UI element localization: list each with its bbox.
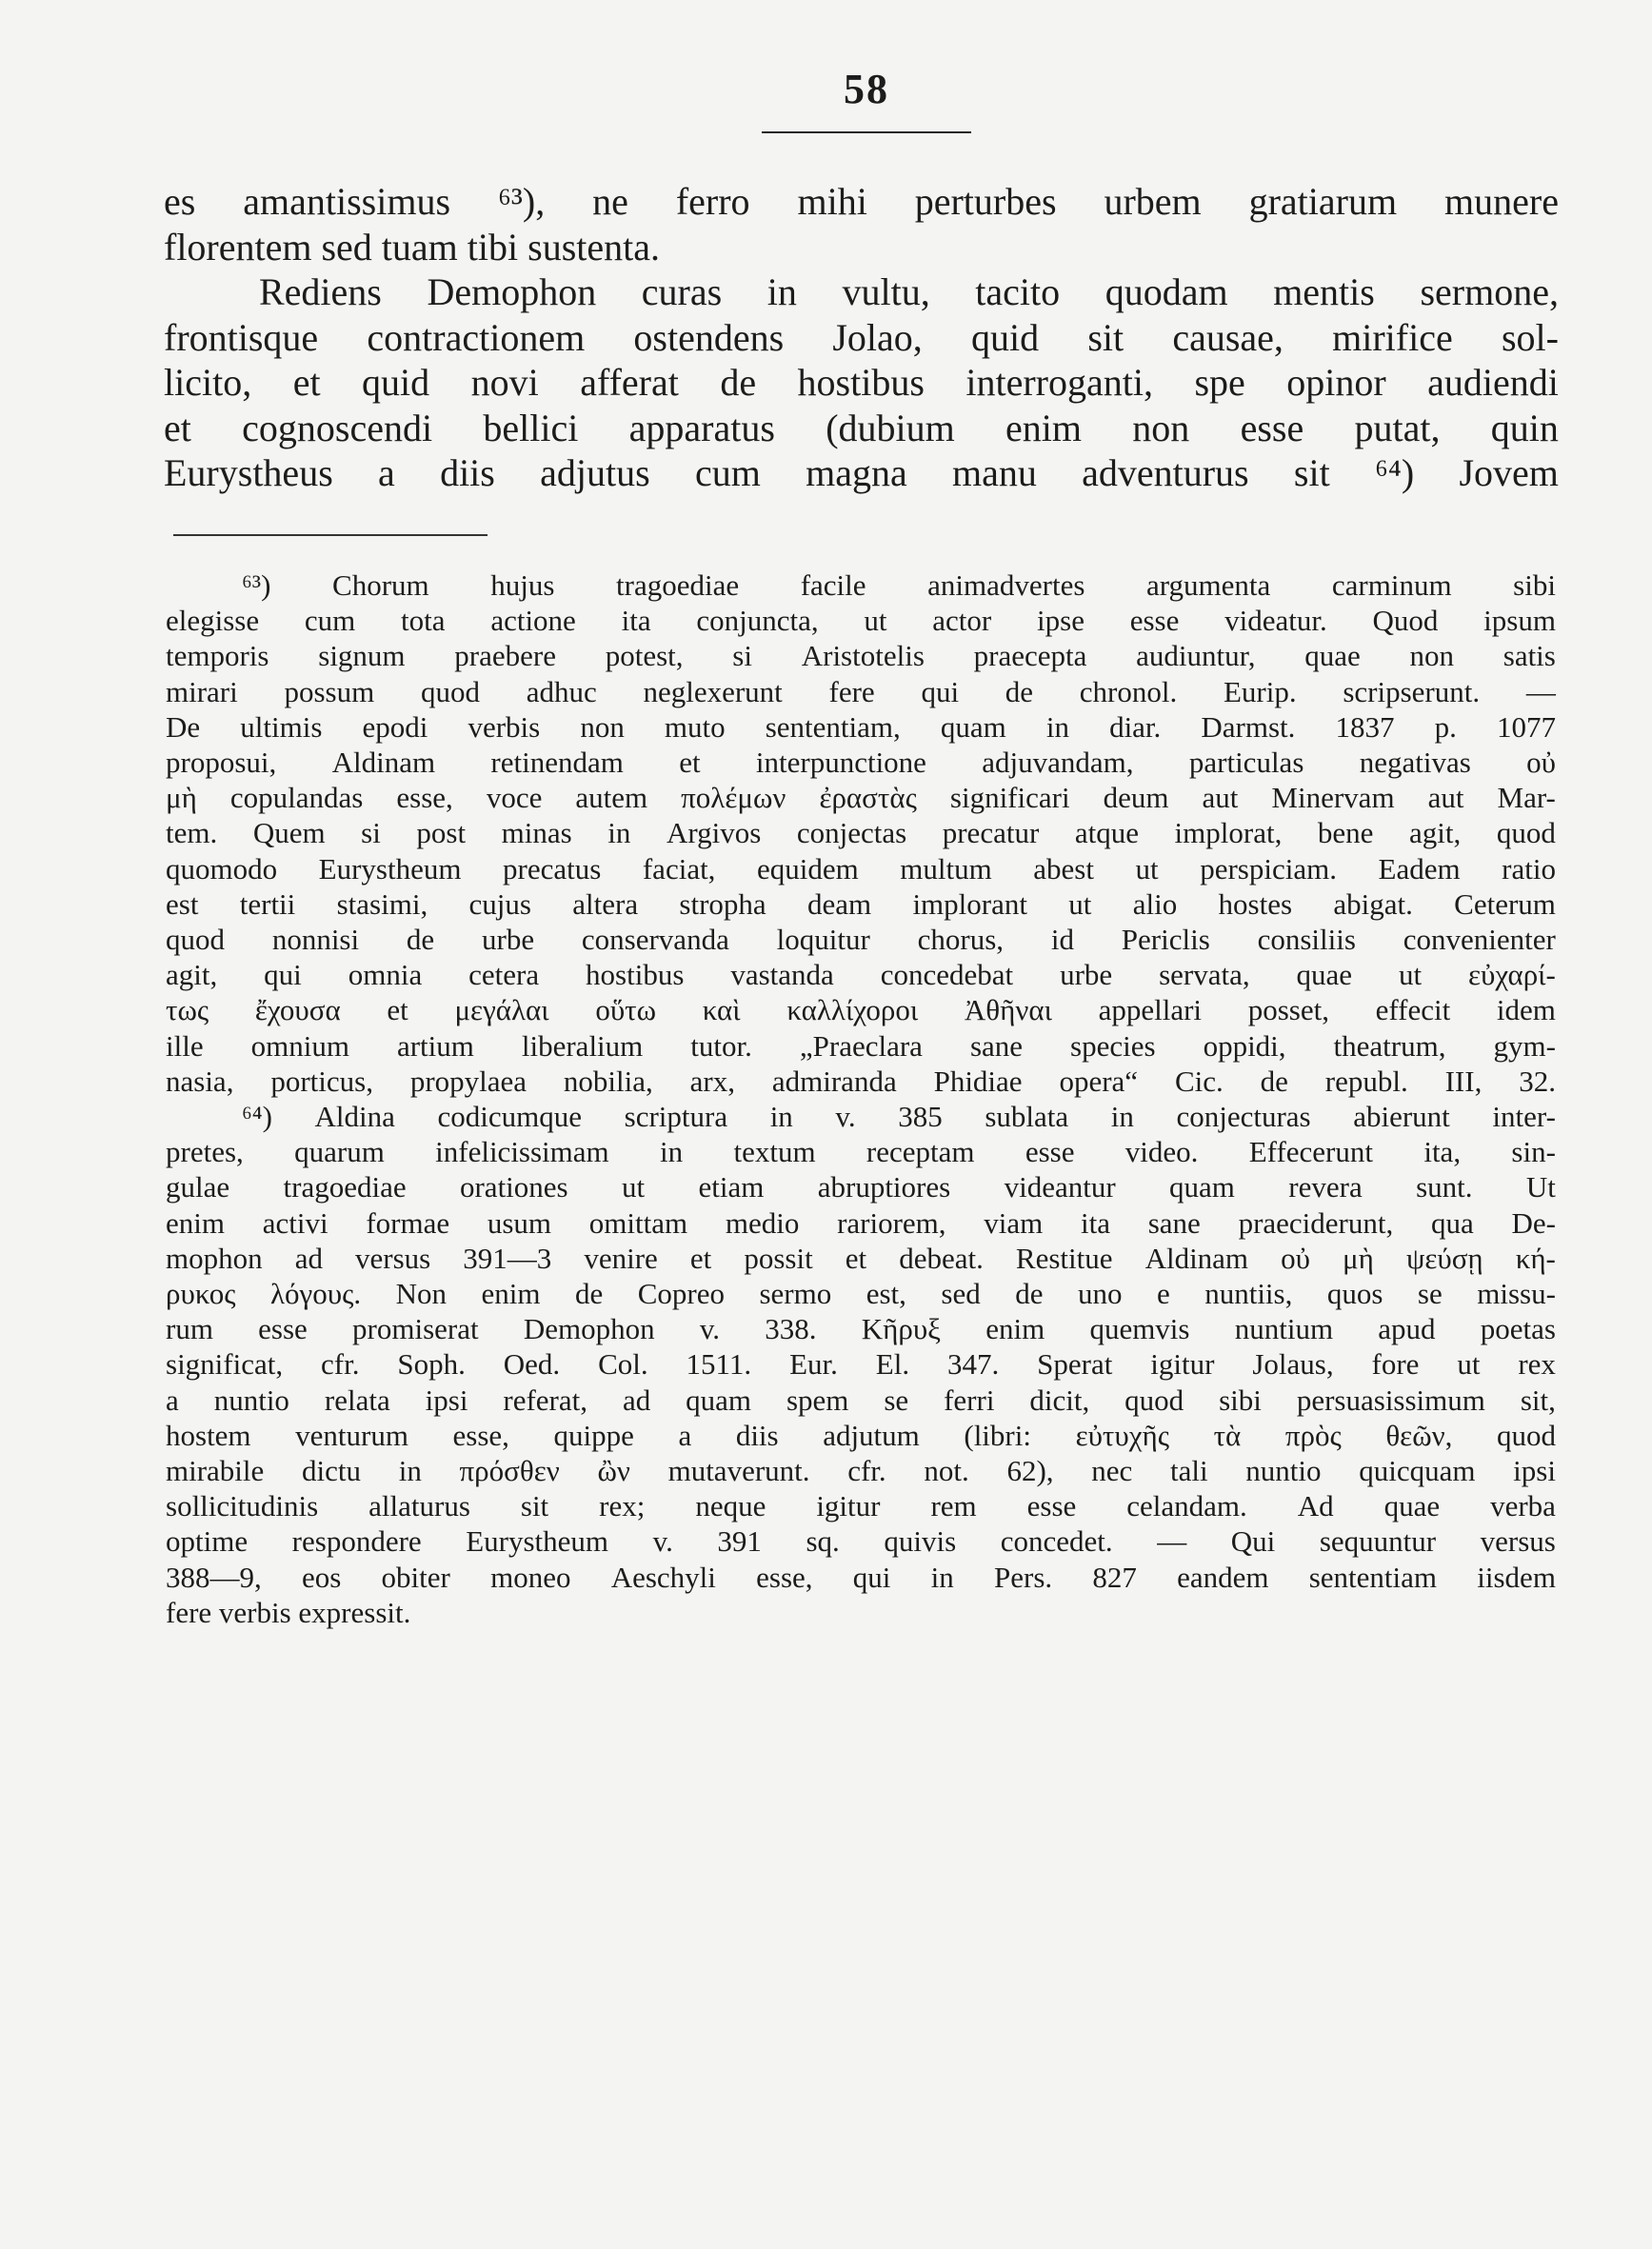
main-text-line: florentem sed tuam tibi sustenta. bbox=[164, 225, 660, 269]
main-text-line: frontisque contractionem ostendens Jolao, quid sit causae, mirifice sol- bbox=[164, 315, 1559, 359]
footnote-line: fere verbis expressit. bbox=[166, 1595, 411, 1629]
footnote-line: quod nonnisi de urbe conservanda loquitur chorus, id Periclis consiliis convenienter bbox=[166, 923, 1556, 957]
footnote-line: hostem venturum esse, quippe a diis adjutum (libri: εὐτυχῆς τὰ πρὸς θεῶν, quod bbox=[166, 1418, 1556, 1452]
footnotes bbox=[166, 567, 1556, 1630]
main-text-line: licito, et quid novi afferat de hostibus interroganti, spe opinor audiendi bbox=[164, 361, 1559, 404]
footnote-line: temporis signum praebere potest, si Aristotelis praecepta audiuntur, quae non satis bbox=[166, 639, 1556, 673]
main-text-line: Eurystheus a diis adjutus cum magna manu adventurus sit ⁶⁴) Jovem bbox=[164, 451, 1559, 494]
footnote-line: ⁶⁴) Aldina codicumque scriptura in v. 385 sublata in conjecturas abierunt inter- bbox=[242, 1100, 1556, 1134]
footnote-line: mirari possum quod adhuc neglexerunt fere qui de chronol. Eurip. scripserunt. — bbox=[166, 674, 1556, 708]
main-text-line: et cognoscendi bellici apparatus (dubium enim non esse putat, quin bbox=[164, 406, 1559, 449]
footnote-line: elegisse cum tota actione ita conjuncta, ut actor ipse esse videatur. Quod ipsum bbox=[166, 604, 1556, 638]
footnote-line: a nuntio relata ipsi referat, ad quam spem se ferri dicit, quod sibi persuasissimum sit, bbox=[166, 1383, 1556, 1417]
main-text-line: es amantissimus ⁶³), ne ferro mihi perturbes urbem gratiarum munere bbox=[164, 180, 1559, 223]
footnote-line: est tertii stasimi, cujus altera stropha deam implorant ut alio hostes abigat. Ceterum bbox=[166, 886, 1556, 921]
footnote-line: mophon ad versus 391—3 venire et possit et debeat. Restitue Aldinam οὐ μὴ ψεύσῃ κή- bbox=[166, 1241, 1556, 1275]
footnote-line: gulae tragoediae orationes ut etiam abruptiores videantur quam revera sunt. Ut bbox=[166, 1170, 1556, 1204]
footnote-line: De ultimis epodi verbis non muto sententiam, quam in diar. Darmst. 1837 p. 1077 bbox=[166, 709, 1556, 744]
footnote-line: mirabile dictu in πρόσθεν ὢν mutaverunt. cfr. not. 62), nec tali nuntio quicquam ipsi bbox=[166, 1454, 1556, 1488]
footnote-line: τως ἔχουσα et μεγάλαι οὕτω καὶ καλλίχοροι Ἀθῆναι appellari posset, effecit idem bbox=[166, 993, 1556, 1027]
footnote-line: optime respondere Eurystheum v. 391 sq. quivis concedet. — Qui sequuntur versus bbox=[166, 1524, 1556, 1559]
footnote-separator bbox=[173, 534, 488, 536]
footnote-line: sollicitudinis allaturus sit rex; neque igitur rem esse celandam. Ad quae verba bbox=[166, 1489, 1556, 1523]
footnote-line: 388—9, eos obiter moneo Aeschyli esse, qui in Pers. 827 eandem sententiam iisdem bbox=[166, 1560, 1556, 1594]
main-text-line: Rediens Demophon curas in vultu, tacito quodam mentis sermone, bbox=[259, 270, 1559, 313]
footnote-line: ⁶³) Chorum hujus tragoediae facile animadvertes argumenta carminum sibi bbox=[242, 568, 1556, 602]
footnote-line: pretes, quarum infelicissimam in textum receptam esse video. Effecerunt ita, sin- bbox=[166, 1135, 1556, 1169]
footnote-line: tem. Quem si post minas in Argivos conjectas precatur atque implorat, bene agit, quod bbox=[166, 816, 1556, 850]
footnote-line: quomodo Eurystheum precatus faciat, equidem multum abest ut perspiciam. Eadem ratio bbox=[166, 851, 1556, 886]
footnote-line: agit, qui omnia cetera hostibus vastanda concedebat urbe servata, quae ut εὐχαρί- bbox=[166, 958, 1556, 992]
footnote-line: proposui, Aldinam retinendam et interpunctione adjuvandam, particulas negativas οὐ bbox=[166, 746, 1556, 780]
footnote-line: enim activi formae usum omittam medio rariorem, viam ita sane praeciderunt, qua De- bbox=[166, 1205, 1556, 1240]
footnote-line: ρυκος λόγους. Non enim de Copreo sermo est, sed de uno e nuntiis, quos se missu- bbox=[166, 1277, 1556, 1311]
page-number: 58 bbox=[844, 66, 889, 112]
page-number-rule bbox=[762, 131, 971, 133]
footnote-line: nasia, porticus, propylaea nobilia, arx, admiranda Phidiae opera“ Cic. de republ. III, 32. bbox=[166, 1064, 1556, 1098]
footnote-line: μὴ copulandas esse, voce autem πολέμων ἐραστὰς significari deum aut Minervam aut Mar- bbox=[166, 781, 1556, 815]
footnote-line: rum esse promiserat Demophon v. 338. Κῆρυξ enim quemvis nuntium apud poetas bbox=[166, 1312, 1556, 1346]
footnote-line: significat, cfr. Soph. Oed. Col. 1511. Eur. El. 347. Sperat igitur Jolaus, fore ut rex bbox=[166, 1347, 1556, 1382]
footnote-line: ille omnium artium liberalium tutor. „Praeclara sane species oppidi, theatrum, gym- bbox=[166, 1028, 1556, 1063]
main-text bbox=[164, 179, 1559, 496]
